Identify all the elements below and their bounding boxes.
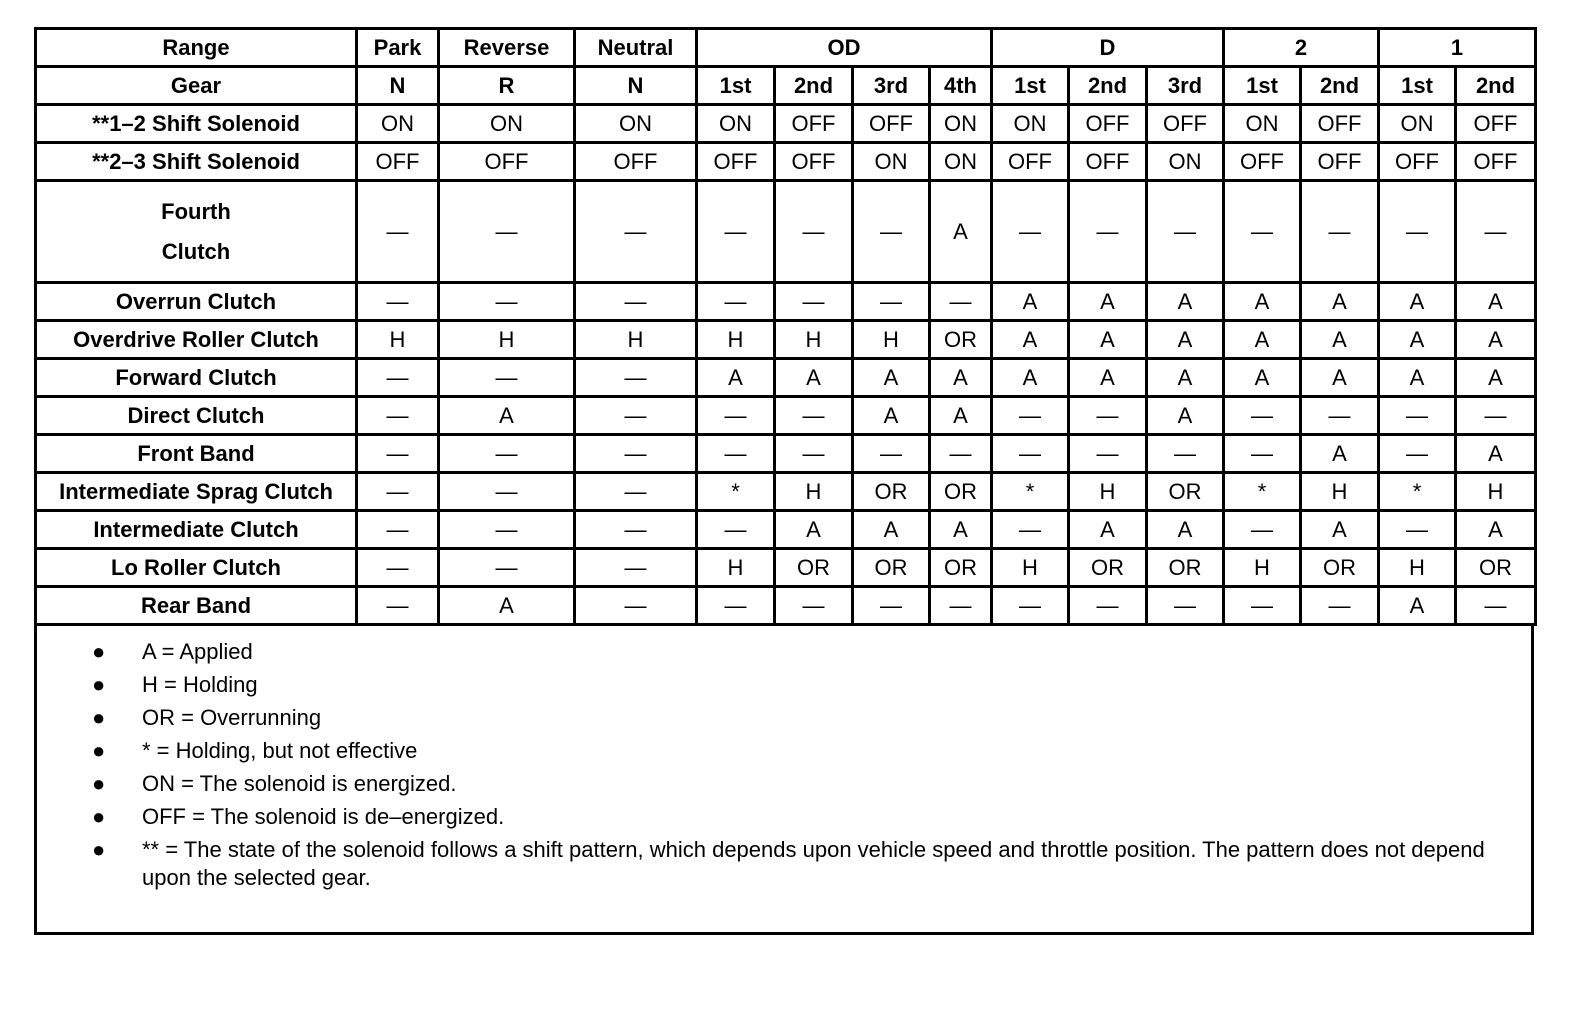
range-header-cell: OD [697,29,992,67]
table-cell: — [575,473,697,511]
table-cell: — [439,473,575,511]
table-cell: — [775,283,853,321]
table-cell: — [697,587,775,625]
table-cell: — [1147,435,1224,473]
row-label-line: Fourth [161,198,231,224]
bullet-icon: ● [92,804,106,829]
row-label: **2–3 Shift Solenoid [36,143,357,181]
legend-item [37,737,1519,765]
table-cell: A [1456,283,1536,321]
table-cell: A [1379,359,1456,397]
table-cell: — [1379,511,1456,549]
table-cell: — [575,587,697,625]
range-header-cell: 1 [1379,29,1536,67]
table-cell: OR [1301,549,1379,587]
table-cell: A [930,397,992,435]
table-cell: — [357,359,439,397]
table-cell: ON [1379,105,1456,143]
table-cell: — [775,587,853,625]
table-cell: OFF [1456,105,1536,143]
table-cell: — [992,587,1069,625]
table-cell: OFF [775,105,853,143]
table-row [36,143,1536,181]
table-cell: OFF [439,143,575,181]
range-label: Range [36,29,357,67]
table-cell: — [853,435,930,473]
table-cell: — [1069,435,1147,473]
table-cell: — [930,587,992,625]
gear-header-cell: 4th [930,67,992,105]
legend-notes [34,626,1534,935]
table-cell: A [439,397,575,435]
legend-text: OR = Overrunning [142,705,322,730]
table-cell: * [1224,473,1301,511]
table-cell: OFF [1069,105,1147,143]
legend-item [37,803,1519,831]
legend-item [37,671,1519,699]
table-cell: OR [1147,549,1224,587]
table-cell: H [697,549,775,587]
table-cell: — [1069,181,1147,283]
table-cell: — [992,435,1069,473]
table-cell: A [1224,283,1301,321]
table-cell: A [1224,321,1301,359]
table-cell: A [1147,321,1224,359]
table-cell: — [1301,587,1379,625]
bullet-icon: ● [92,738,106,763]
table-cell: ON [1147,143,1224,181]
table-cell: — [1456,587,1536,625]
gear-header-row [36,67,1536,105]
table-cell: OFF [1379,143,1456,181]
table-cell: — [439,549,575,587]
table-cell: OR [853,549,930,587]
table-cell: — [357,181,439,283]
table-cell: A [1456,359,1536,397]
table-cell: — [439,283,575,321]
gear-header-cell: N [575,67,697,105]
table-cell: OR [1147,473,1224,511]
gear-header-cell: 2nd [1069,67,1147,105]
table-cell: H [357,321,439,359]
table-cell: A [853,397,930,435]
table-cell: A [930,511,992,549]
table-cell: A [1069,511,1147,549]
range-header-cell: Reverse [439,29,575,67]
gear-header-cell: N [357,67,439,105]
legend-text: H = Holding [142,672,258,697]
table-cell: — [439,435,575,473]
table-cell: — [357,511,439,549]
table-cell: — [575,511,697,549]
table-cell: OFF [1456,143,1536,181]
gear-header-cell: 2nd [775,67,853,105]
table-cell: H [853,321,930,359]
table-cell: ON [697,105,775,143]
table-cell: — [357,473,439,511]
gear-header-cell: 1st [697,67,775,105]
row-label: **1–2 Shift Solenoid [36,105,357,143]
table-cell: A [992,283,1069,321]
table-cell: OR [1069,549,1147,587]
table-row [36,321,1536,359]
table-cell: — [697,435,775,473]
gear-header-cell: 1st [1379,67,1456,105]
table-cell: — [439,511,575,549]
table-cell: — [1224,587,1301,625]
table-cell: — [992,511,1069,549]
table-cell: A [1147,359,1224,397]
table-cell: A [1301,435,1379,473]
table-cell: — [1379,435,1456,473]
table-cell: — [1456,181,1536,283]
table-cell: — [775,435,853,473]
table-cell: — [575,435,697,473]
table-cell: OR [1456,549,1536,587]
table-cell: OFF [1224,143,1301,181]
table-cell: ON [1224,105,1301,143]
table-cell: — [439,359,575,397]
table-cell: H [1069,473,1147,511]
table-cell: OR [930,473,992,511]
table-cell: — [1147,181,1224,283]
table-cell: OFF [1069,143,1147,181]
legend-text: ** = The state of the solenoid follows a shift pattern, which depends upon vehicle speed and throttle position. The pattern does not depend upon the selected gear. [142,837,1485,890]
table-cell: — [1069,397,1147,435]
table-cell: OR [775,549,853,587]
table-cell: — [1224,435,1301,473]
table-cell: * [992,473,1069,511]
table-cell: — [1379,181,1456,283]
table-row [36,549,1536,587]
legend-item [37,704,1519,732]
table-cell: A [1301,359,1379,397]
gear-label: Gear [36,67,357,105]
legend-item [37,770,1519,798]
table-cell: H [575,321,697,359]
row-label: Direct Clutch [36,397,357,435]
table-cell: OR [930,549,992,587]
table-cell: ON [930,105,992,143]
range-header-row [36,29,1536,67]
gear-header-cell: 2nd [1456,67,1536,105]
table-cell: — [439,181,575,283]
table-cell: H [1456,473,1536,511]
row-label-line: Clutch [161,238,231,264]
table-cell: — [357,397,439,435]
table-cell: OFF [697,143,775,181]
table-cell: — [853,587,930,625]
table-cell: A [1147,511,1224,549]
table-cell: — [930,283,992,321]
legend-list [37,638,1519,892]
table-cell: — [697,511,775,549]
bullet-icon: ● [92,639,106,664]
table-cell: — [1069,587,1147,625]
table-cell: A [1147,397,1224,435]
table-cell: H [1379,549,1456,587]
table-cell: OFF [1301,105,1379,143]
table-cell: — [575,181,697,283]
legend-text: OFF = The solenoid is de–energized. [142,804,505,829]
table-cell: ON [575,105,697,143]
legend-item [37,638,1519,666]
range-header-cell: 2 [1224,29,1379,67]
table-cell: A [930,181,992,283]
table-cell: H [775,473,853,511]
table-cell: H [439,321,575,359]
table-cell: A [1456,321,1536,359]
table-row [36,283,1536,321]
table-cell: A [1301,283,1379,321]
table-row [36,435,1536,473]
table-cell: A [853,511,930,549]
clutch-application-table [34,27,1537,626]
table-cell: — [775,181,853,283]
range-header-cell: Neutral [575,29,697,67]
table-cell: OFF [357,143,439,181]
table-cell: — [697,283,775,321]
table-cell: — [697,181,775,283]
table-cell: OFF [1301,143,1379,181]
table-cell: H [1301,473,1379,511]
table-cell: OFF [853,105,930,143]
table-cell: H [992,549,1069,587]
table-cell: — [992,397,1069,435]
table-row [36,511,1536,549]
range-header-cell: D [992,29,1224,67]
table-cell: — [357,435,439,473]
bullet-icon: ● [92,771,106,796]
table-cell: — [1456,397,1536,435]
table-cell: — [1224,397,1301,435]
table-row [36,181,1536,283]
gear-header-cell: 3rd [853,67,930,105]
legend-text: ON = The solenoid is energized. [142,771,457,796]
bullet-icon: ● [92,672,106,697]
gear-header-cell: 1st [1224,67,1301,105]
bullet-icon: ● [92,837,106,862]
table-cell: — [1147,587,1224,625]
table-cell: A [1456,435,1536,473]
table-cell: A [1069,321,1147,359]
table-cell: — [1224,181,1301,283]
gear-header-cell: R [439,67,575,105]
table-cell: OR [930,321,992,359]
range-header-cell: Park [357,29,439,67]
table-cell: — [575,397,697,435]
table-cell: ON [992,105,1069,143]
table-row [36,105,1536,143]
table-cell: — [1379,397,1456,435]
table-cell: ON [439,105,575,143]
table-cell: A [1224,359,1301,397]
table-cell: OR [853,473,930,511]
table-cell: — [853,181,930,283]
table-cell: A [1069,283,1147,321]
table-cell: ON [853,143,930,181]
table-cell: — [775,397,853,435]
table-cell: — [853,283,930,321]
table-cell: ON [930,143,992,181]
table-cell: — [357,549,439,587]
table-cell: A [992,359,1069,397]
table-cell: A [439,587,575,625]
table-cell: ON [357,105,439,143]
table-cell: OFF [775,143,853,181]
table-cell: — [357,283,439,321]
table-cell: A [992,321,1069,359]
row-label: Front Band [36,435,357,473]
table-cell: — [575,359,697,397]
gear-header-cell: 1st [992,67,1069,105]
table-cell: — [575,283,697,321]
bullet-icon: ● [92,705,106,730]
table-cell: * [1379,473,1456,511]
table-cell: A [853,359,930,397]
table-row [36,587,1536,625]
table-cell: A [775,359,853,397]
row-label [36,181,357,283]
legend-text: * = Holding, but not effective [142,738,418,763]
table-cell: — [992,181,1069,283]
gear-header-cell: 3rd [1147,67,1224,105]
table-cell: — [1224,511,1301,549]
table-cell: — [1301,397,1379,435]
legend-text: A = Applied [142,639,253,664]
table-cell: A [1301,511,1379,549]
table-cell: * [697,473,775,511]
table-cell: H [697,321,775,359]
table-cell: — [697,397,775,435]
row-label: Lo Roller Clutch [36,549,357,587]
table-cell: OFF [992,143,1069,181]
row-label: Rear Band [36,587,357,625]
gear-header-cell: 2nd [1301,67,1379,105]
table-cell: A [1379,587,1456,625]
table-cell: A [1456,511,1536,549]
table-cell: OFF [1147,105,1224,143]
row-label: Intermediate Clutch [36,511,357,549]
clutch-application-chart [34,27,1534,935]
table-cell: — [1301,181,1379,283]
table-cell: OFF [575,143,697,181]
table-row [36,359,1536,397]
table-cell: A [697,359,775,397]
row-label: Intermediate Sprag Clutch [36,473,357,511]
table-cell: A [1301,321,1379,359]
table-cell: A [1147,283,1224,321]
row-label: Overdrive Roller Clutch [36,321,357,359]
table-cell: A [1379,283,1456,321]
table-cell: — [930,435,992,473]
legend-item [37,836,1519,892]
table-cell: A [775,511,853,549]
table-cell: H [775,321,853,359]
table-cell: — [357,587,439,625]
table-cell: H [1224,549,1301,587]
table-row [36,397,1536,435]
table-cell: A [1069,359,1147,397]
table-cell: A [1379,321,1456,359]
table-cell: — [575,549,697,587]
row-label: Forward Clutch [36,359,357,397]
row-label: Overrun Clutch [36,283,357,321]
table-cell: A [930,359,992,397]
table-row [36,473,1536,511]
